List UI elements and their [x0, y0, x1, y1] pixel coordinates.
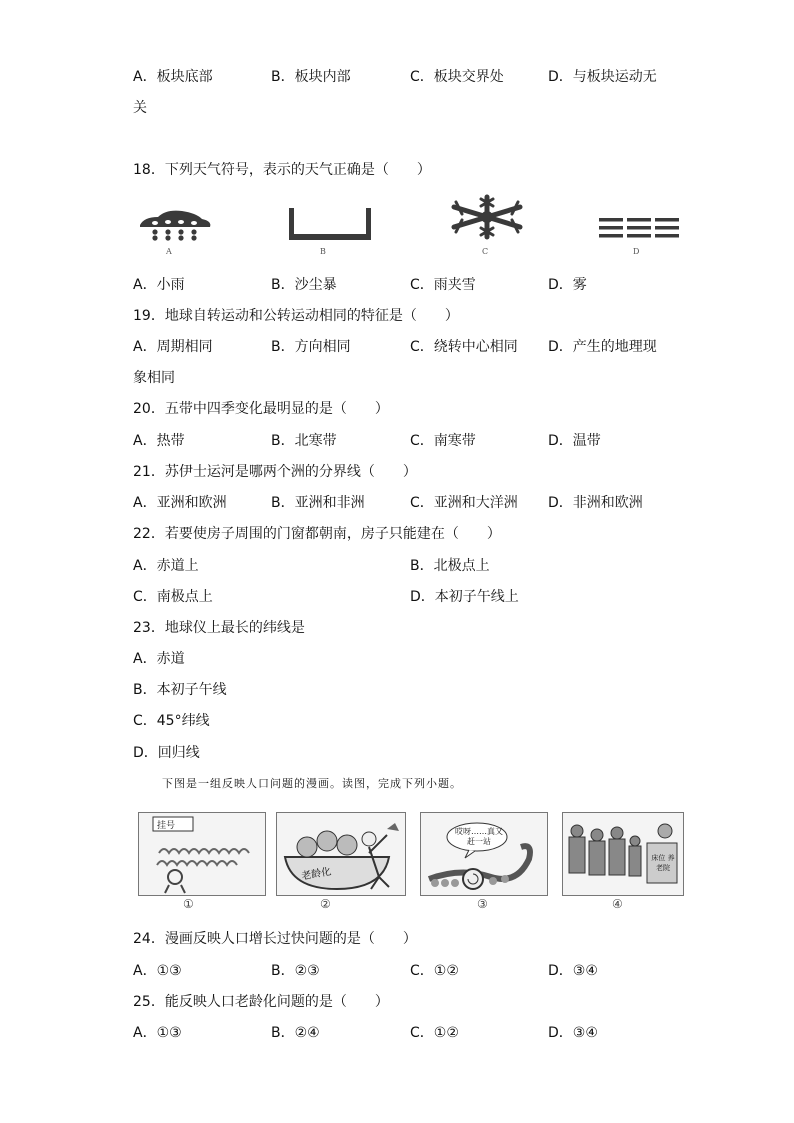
q24-option-c: C．①② [410, 963, 459, 979]
q24-stem: 24．漫画反映人口增长过快问题的是（ ） [133, 931, 417, 947]
q21-option-c: C．亚洲和大洋洲 [410, 495, 518, 511]
q18-option-c: C．雨夹雪 [410, 277, 476, 293]
q21-option-b: B．亚洲和非洲 [271, 495, 365, 511]
q25-option-c: C．①② [410, 1025, 459, 1041]
q21-option-d: D．非洲和欧洲 [548, 495, 643, 511]
panel-4-sign: 床位 养老院 [651, 854, 675, 872]
q17-option-d: D．与板块运动无 [548, 69, 657, 85]
q23-option-a: A．赤道 [133, 651, 185, 667]
q17-option-c: C．板块交界处 [410, 69, 504, 85]
q17-option-d-wrap: 关 [133, 100, 147, 116]
comic-panel-1 [138, 812, 266, 896]
panel-2-number: ② [320, 897, 331, 911]
q20-option-b: B．北寒带 [271, 433, 337, 449]
rain-cloud-icon [138, 205, 214, 255]
q19-stem: 19．地球自转运动和公转运动相同的特征是（ ） [133, 308, 459, 324]
panel-2-label: 老龄化 [300, 866, 333, 883]
q19-option-c: C．绕转中心相同 [410, 339, 518, 355]
comic-panel-2 [276, 812, 406, 896]
q17-option-a: A．板块底部 [133, 69, 213, 85]
q24-option-a: A．①③ [133, 963, 182, 979]
q22-option-d: D．本初子午线上 [410, 589, 519, 605]
panel-1-sign: 挂号 [157, 821, 176, 831]
q20-option-d: D．温带 [548, 433, 601, 449]
panel-4-number: ④ [612, 897, 623, 911]
q24-option-d: D．③④ [548, 963, 598, 979]
comic-panel-4 [562, 812, 684, 896]
q19-option-d: D．产生的地理现 [548, 339, 657, 355]
q23-option-b: B．本初子午线 [133, 682, 227, 698]
sandstorm-bracket-icon [287, 205, 373, 245]
q20-option-a: A．热带 [133, 433, 185, 449]
symbol-label-a: A [166, 247, 172, 256]
q19-option-d-wrap: 象相同 [133, 370, 175, 386]
q23-option-c: C．45°纬线 [133, 713, 210, 729]
q22-option-a: A．赤道上 [133, 558, 199, 574]
q20-stem: 20．五带中四季变化最明显的是（ ） [133, 401, 389, 417]
comic-panel-3 [420, 812, 548, 896]
fog-lines-icon [597, 216, 681, 240]
symbol-label-c: C [482, 247, 489, 256]
q19-option-b: B．方向相同 [271, 339, 351, 355]
q18-option-d: D．雾 [548, 277, 587, 293]
comic-intro: 下图是一组反映人口问题的漫画。读图，完成下列小题。 [162, 777, 462, 790]
q25-option-d: D．③④ [548, 1025, 598, 1041]
q20-option-c: C．南寒带 [410, 433, 476, 449]
snowflake-icon [448, 194, 526, 240]
q18-option-a: A．小雨 [133, 277, 185, 293]
symbol-label-d: D [633, 247, 640, 256]
panel-3-number: ③ [477, 897, 488, 911]
q19-option-a: A．周期相同 [133, 339, 213, 355]
q21-stem: 21．苏伊士运河是哪两个洲的分界线（ ） [133, 464, 417, 480]
q18-stem: 18．下列天气符号，表示的天气正确是（ ） [133, 162, 431, 178]
q22-option-b: B．北极点上 [410, 558, 490, 574]
q18-option-b: B．沙尘暴 [271, 277, 337, 293]
symbol-label-b: B [320, 247, 326, 256]
q25-option-a: A．①③ [133, 1025, 182, 1041]
q24-option-b: B．②③ [271, 963, 320, 979]
q23-option-d: D．回归线 [133, 745, 200, 761]
q22-option-c: C．南极点上 [133, 589, 213, 605]
q21-option-a: A．亚洲和欧洲 [133, 495, 227, 511]
q22-stem: 22．若要使房子周围的门窗都朝南，房子只能建在（ ） [133, 526, 501, 542]
panel-1-number: ① [183, 897, 194, 911]
q23-stem: 23．地球仪上最长的纬线是 [133, 620, 305, 636]
q25-stem: 25．能反映人口老龄化问题的是（ ） [133, 994, 389, 1010]
q17-option-b: B．板块内部 [271, 69, 351, 85]
q25-option-b: B．②④ [271, 1025, 320, 1041]
panel-3-speech: 哎呀……真又赶一站 [455, 827, 503, 846]
